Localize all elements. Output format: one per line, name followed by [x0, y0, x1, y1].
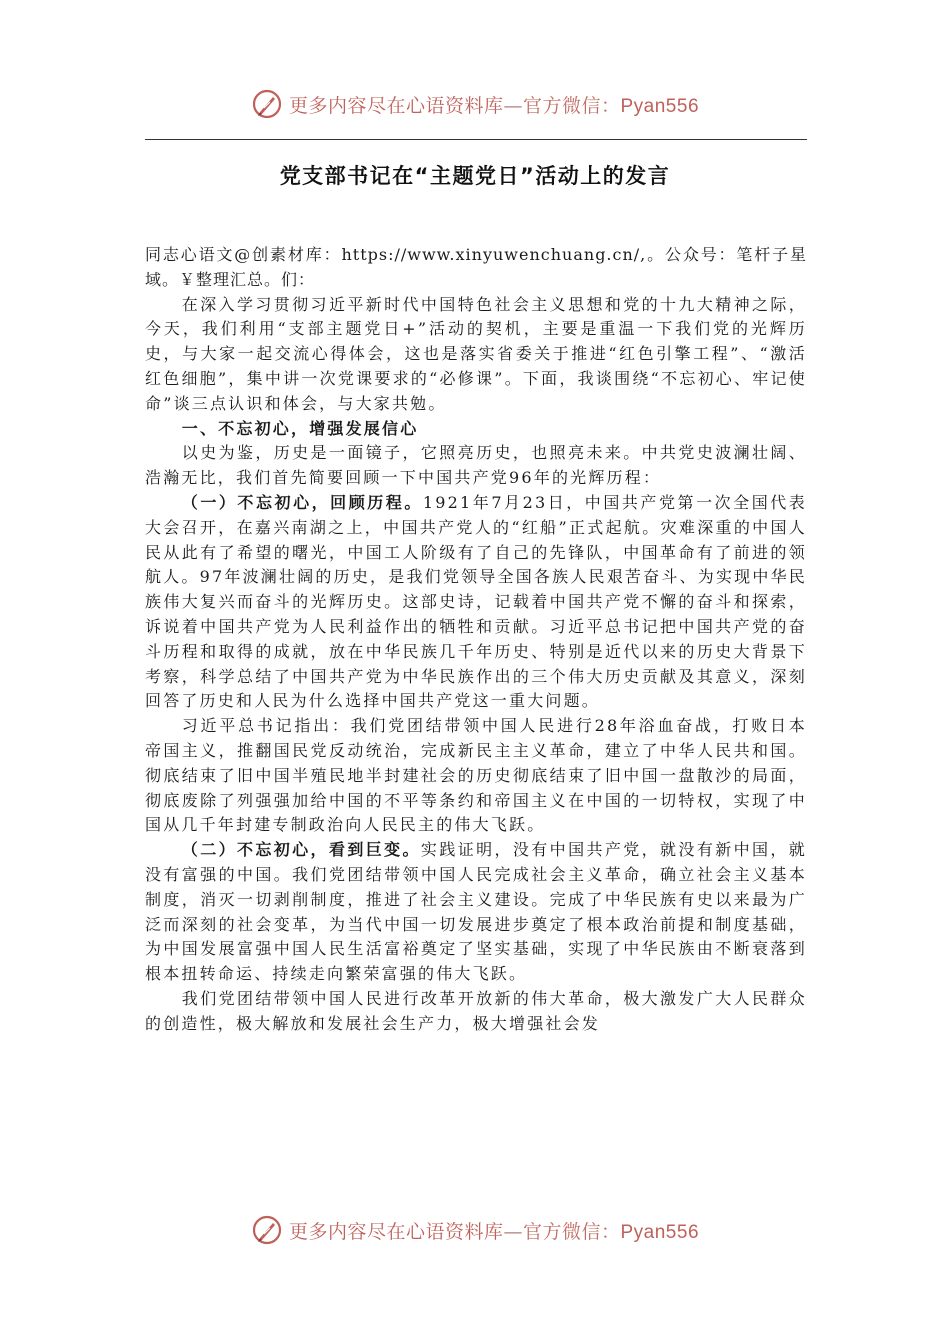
intro-paragraph: 在深入学习贯彻习近平新时代中国特色社会主义思想和党的十九大精神之际，今天，我们利用“支部主题党日+”活动的契机，主要是重温一下我们党的光辉历史，与大家一起交流心得体会，这也是落实省委关于推进“红色引擎工程”、“激活红色细胞”，集中讲一次党课要求的“必修课”。下面，我谈围绕“不忘初心、牢记使命”谈三点认识和体会，与大家共勉。: [145, 294, 807, 413]
source-line: 同志心语文@创素材库：https://www.xinyuwenchuang.cn/,。公众号：笔杆子星域。￥整理汇总。们：: [145, 245, 807, 289]
paragraph-subsection-1: [145, 491, 807, 714]
header-divider: [145, 139, 807, 140]
watermark-text: [289, 91, 699, 118]
paragraph-xi-quote: 习近平总书记指出：我们党团结带领中国人民进行28年浴血奋战，打败日本帝国主义，推翻国民党反动统治，完成新民主主义革命，建立了中华人民共和国。彻底结束了旧中国半殖民地半封建社会的历史彻底结束了旧中国一盘散沙的局面，彻底废除了列强强加给中国的不平等条约和帝国主义在中国的一切特权，实现了中国从几千年封建专制政治向人民民主的伟大飞跃。: [145, 716, 807, 835]
subsection-1-label: （一）不忘初心，回顾历程。: [181, 492, 423, 512]
paragraph-subsection-2: [145, 838, 807, 987]
subsection-2-label: （二）不忘初心，看到巨变。: [181, 840, 421, 860]
watermark-main: 更多内容尽在心语资料库: [288, 1220, 504, 1243]
quill-pen-logo-icon: [251, 1214, 283, 1246]
quill-pen-logo-icon: [251, 88, 283, 120]
watermark-wechat-label: 官方微信：: [522, 1220, 621, 1243]
watermark-wechat-id: Pyan556: [620, 1221, 700, 1243]
document-body: [145, 243, 807, 1037]
subsection-2-text: 实践证明，没有中国共产党，就没有新中国，就没有富强的中国。我们党团结带领中国人民完成社会主义革命，确立社会主义基本制度，消灭一切剥削制度，推进了社会主义建设。完成了中华民族有史以来最为广泛而深刻的社会变革，为当代中国一切发展进步奠定了根本政治前提和制度基础，为中国发展富强中国人民生活富裕奠定了坚实基础，实现了中华民族由不断衰落到根本扭转命运、持续走向繁荣富强的伟大飞跃。: [145, 840, 807, 984]
watermark-main: 更多内容尽在心语资料库: [288, 94, 504, 117]
watermark-dash: —: [503, 94, 523, 117]
subsection-1-text: 1921年7月23日，中国共产党第一次全国代表大会召开，在嘉兴南湖之上，中国共产党人的“红船”正式起航。灾难深重的中国人民从此有了希望的曙光，中国工人阶级有了自己的先锋队，中国革命有了前进的领航人。97年波澜壮阔的历史，是我们党领导全国各族人民艰苦奋斗、为实现中华民族伟大复兴而奋斗的光辉历史。这部史诗，记载着中国共产党不懈的奋斗和探索，诉说着中国共产党为人民利益作出的牺牲和贡献。习近平总书记把中国共产党的奋斗历程和取得的成就，放在中华民族几千年历史、特别是近代以来的历史大背景下考察，科学总结了中国共产党为中华民族作出的三个伟大历史贡献及其意义，深刻回答了历史和人民为什么选择中国共产党这一重大问题。: [145, 492, 807, 711]
header-watermark-banner: [0, 82, 950, 126]
watermark-wechat-label: 官方微信：: [522, 94, 621, 117]
paragraph-history: 以史为鉴，历史是一面镜子，它照亮历史，也照亮未来。中共党史波澜壮阔、浩瀚无比，我们首先简要回顾一下中国共产党96年的光辉历程：: [145, 443, 807, 488]
document-title: 党支部书记在“主题党日”活动上的发言: [279, 164, 671, 188]
footer-watermark-banner: [0, 1208, 950, 1252]
watermark-wechat-id: Pyan556: [620, 95, 700, 117]
paragraph-reform: 我们党团结带领中国人民进行改革开放新的伟大革命，极大激发广大人民群众的创造性，极大解放和发展社会生产力，极大增强社会发: [145, 988, 807, 1033]
watermark-dash: —: [503, 1220, 523, 1243]
watermark-text: [289, 1217, 699, 1244]
section-heading-1: 一、不忘初心，增强发展信心: [181, 418, 419, 438]
